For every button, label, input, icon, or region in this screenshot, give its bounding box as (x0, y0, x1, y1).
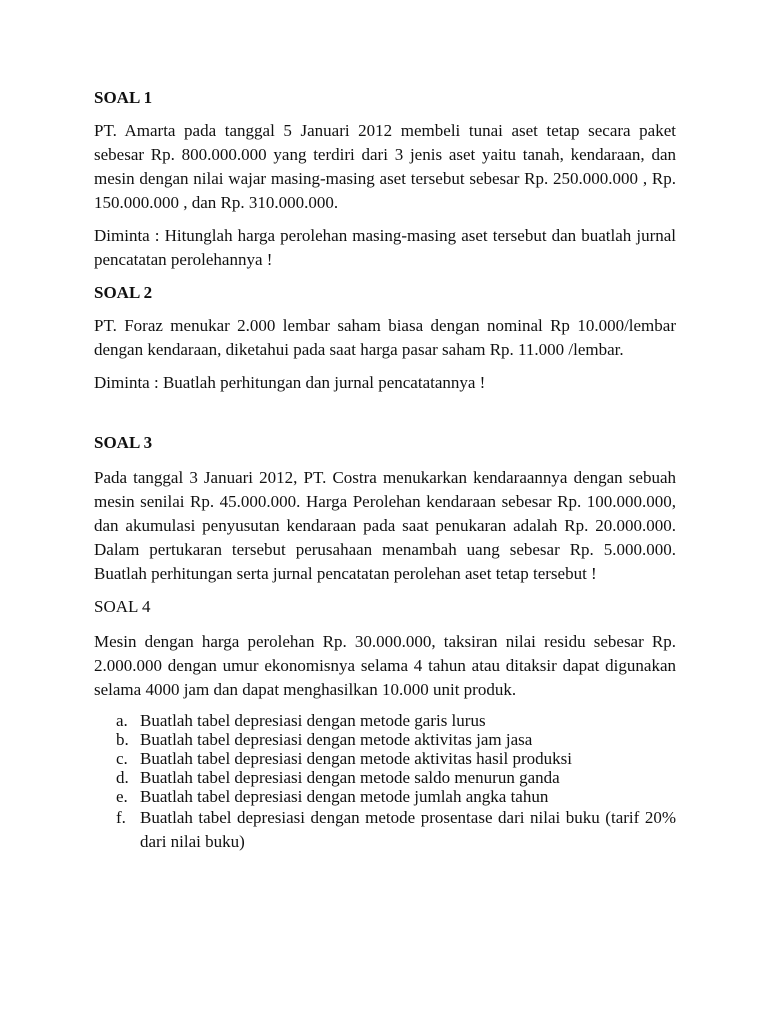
list-item-marker: c. (116, 749, 128, 768)
soal-2-heading: SOAL 2 (94, 283, 153, 302)
soal-1-body: PT. Amarta pada tanggal 5 Januari 2012 membeli tunai aset tetap secara paket sebesar Rp. 800.000.000 yang terdiri dari 3 jenis aset yaitu tanah, kendaraan, dan mesin dengan nilai wajar masing-masing aset tersebut sebesar Rp. 250.000.000 , Rp. 150.000.000 , dan Rp. 310.000.000. (94, 121, 676, 212)
soal-4-heading: SOAL 4 (94, 597, 151, 616)
list-item-marker: b. (116, 730, 129, 749)
list-item (94, 768, 676, 787)
soal-3-heading: SOAL 3 (94, 433, 153, 452)
soal-1-heading: SOAL 1 (94, 88, 153, 107)
list-item (94, 711, 676, 730)
list-item-marker: a. (116, 711, 128, 730)
list-item-text: Buatlah tabel depresiasi dengan metode aktivitas hasil produksi (140, 749, 572, 768)
soal-4-task-list (94, 711, 676, 854)
list-item (94, 749, 676, 768)
list-item (94, 787, 676, 806)
list-item-text: Buatlah tabel depresiasi dengan metode saldo menurun ganda (140, 768, 560, 787)
list-item-text: Buatlah tabel depresiasi dengan metode aktivitas jam jasa (140, 730, 533, 749)
list-item-text: Buatlah tabel depresiasi dengan metode prosentase dari nilai buku (tarif 20% dari nilai buku) (140, 808, 676, 851)
list-item (94, 806, 676, 854)
document-page (94, 86, 676, 854)
list-item (94, 730, 676, 749)
list-item-marker: e. (116, 787, 128, 806)
list-item-marker: d. (116, 768, 129, 787)
list-item-text: Buatlah tabel depresiasi dengan metode jumlah angka tahun (140, 787, 549, 806)
soal-1-task: Diminta : Hitunglah harga perolehan masing-masing aset tersebut dan buatlah jurnal pencatatan perolehannya ! (94, 226, 676, 269)
soal-4-body: Mesin dengan harga perolehan Rp. 30.000.000, taksiran nilai residu sebesar Rp. 2.000.000 dengan umur ekonomisnya selama 4 tahun atau ditaksir dapat digunakan selama 4000 jam dan dapat menghasilkan 10.000 unit produk. (94, 632, 676, 699)
list-item-marker: f. (116, 808, 126, 827)
soal-3-body: Pada tanggal 3 Januari 2012, PT. Costra menukarkan kendaraannya dengan sebuah mesin senilai Rp. 45.000.000. Harga Perolehan kendaraan sebesar Rp. 100.000.000, dan akumulasi penyusutan kendaraan pada saat penukaran adalah Rp. 20.000.000. Dalam pertukaran tersebut perusahaan menambah uang sebesar Rp. 5.000.000. Buatlah perhitungan serta jurnal pencatatan perolehan aset tetap tersebut ! (94, 468, 676, 583)
soal-2-body: PT. Foraz menukar 2.000 lembar saham biasa dengan nominal Rp 10.000/lembar dengan kendaraan, diketahui pada saat harga pasar saham Rp. 11.000 /lembar. (94, 316, 676, 359)
list-item-text: Buatlah tabel depresiasi dengan metode garis lurus (140, 711, 486, 730)
soal-2-task: Diminta : Buatlah perhitungan dan jurnal pencatatannya ! (94, 373, 486, 392)
